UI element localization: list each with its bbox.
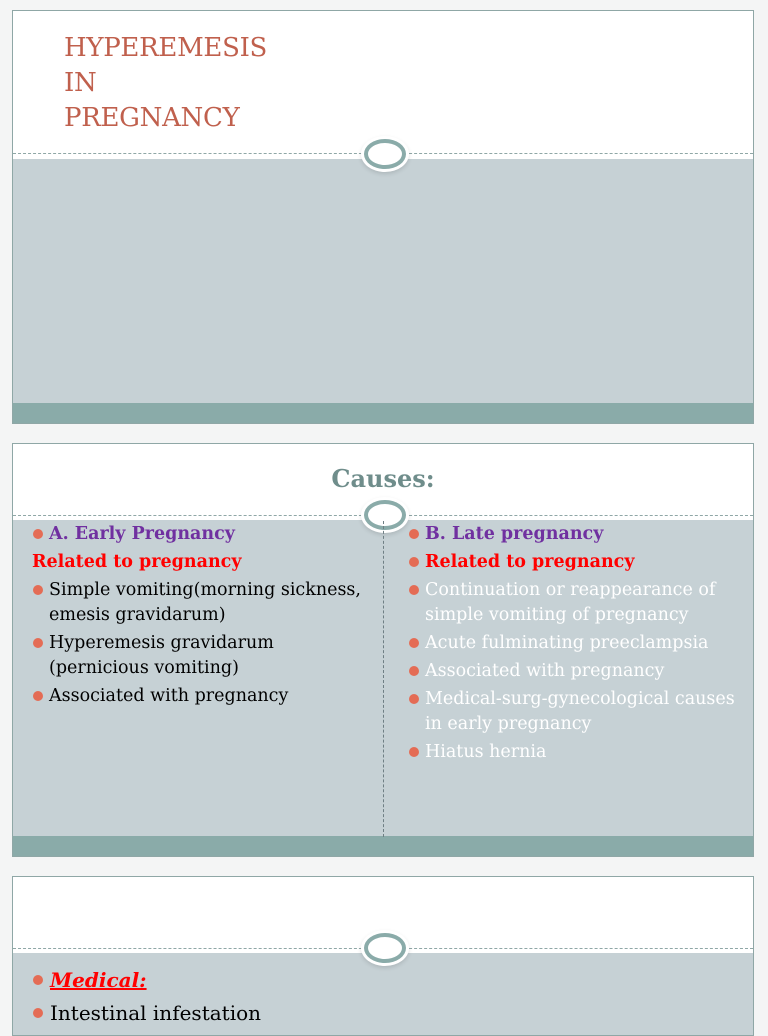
bullet-icon (33, 1008, 43, 1018)
list-item (408, 740, 748, 765)
list-item (32, 684, 377, 709)
list-item-text: Hyperemesis gravidarum (pernicious vomiting) (49, 633, 274, 678)
bullet-icon (409, 694, 419, 704)
list-item (408, 578, 748, 628)
slide-header (13, 11, 753, 159)
column-divider (383, 521, 384, 837)
bullet-icon (33, 638, 43, 648)
column-subheading: Related to pregnancy (32, 552, 242, 572)
column-subheading: Related to pregnancy (425, 552, 635, 572)
causes-slide (12, 443, 754, 857)
footer-band (13, 403, 753, 423)
list-item-text: Associated with pregnancy (425, 661, 665, 681)
bullet-icon (33, 691, 43, 701)
medical-slide (12, 876, 754, 1036)
list-item-text: Medical-surg-gynecological causes in early pregnancy (425, 689, 735, 734)
ring-ornament-icon (364, 139, 406, 169)
title-line: IN (64, 68, 97, 98)
list-item (408, 522, 748, 547)
title-line: HYPEREMESIS (64, 33, 268, 63)
bullet-icon (409, 585, 419, 595)
column-heading: A. Early Pregnancy (49, 524, 235, 544)
bullet-icon (409, 747, 419, 757)
list-item-text: Simple vomiting(morning sickness, emesis gravidarum) (49, 580, 361, 625)
column-heading: B. Late pregnancy (425, 524, 604, 544)
list-item-text: Acute fulminating preeclampsia (425, 633, 709, 653)
slide-title: Causes: (331, 464, 435, 493)
bullet-icon (33, 975, 43, 985)
list-item-text: Continuation or reappearance of simple vomiting of pregnancy (425, 580, 716, 625)
slide-body (13, 159, 753, 403)
title-line: PREGNANCY (64, 103, 240, 133)
title-slide (12, 10, 754, 424)
bullet-icon (33, 529, 43, 539)
list-item (408, 659, 748, 684)
medical-list (32, 965, 261, 1031)
list-item (408, 687, 748, 737)
ring-ornament-icon (364, 933, 406, 963)
list-item-text: Associated with pregnancy (49, 686, 289, 706)
section-heading: Medical: (50, 968, 147, 992)
list-item-text: Intestinal infestation (50, 1001, 262, 1025)
list-item (32, 631, 377, 681)
bullet-icon (409, 666, 419, 676)
list-item (408, 550, 748, 575)
bullet-icon (409, 529, 419, 539)
list-item (32, 578, 377, 628)
list-item (32, 522, 377, 547)
slide-title (64, 31, 267, 136)
footer-band (13, 836, 753, 856)
list-item (408, 631, 748, 656)
list-item (32, 965, 261, 995)
bullet-icon (409, 638, 419, 648)
late-pregnancy-column (408, 522, 748, 768)
list-item-text: Hiatus hernia (425, 742, 547, 762)
bullet-icon (409, 557, 419, 567)
bullet-icon (33, 585, 43, 595)
early-pregnancy-column (32, 522, 377, 712)
